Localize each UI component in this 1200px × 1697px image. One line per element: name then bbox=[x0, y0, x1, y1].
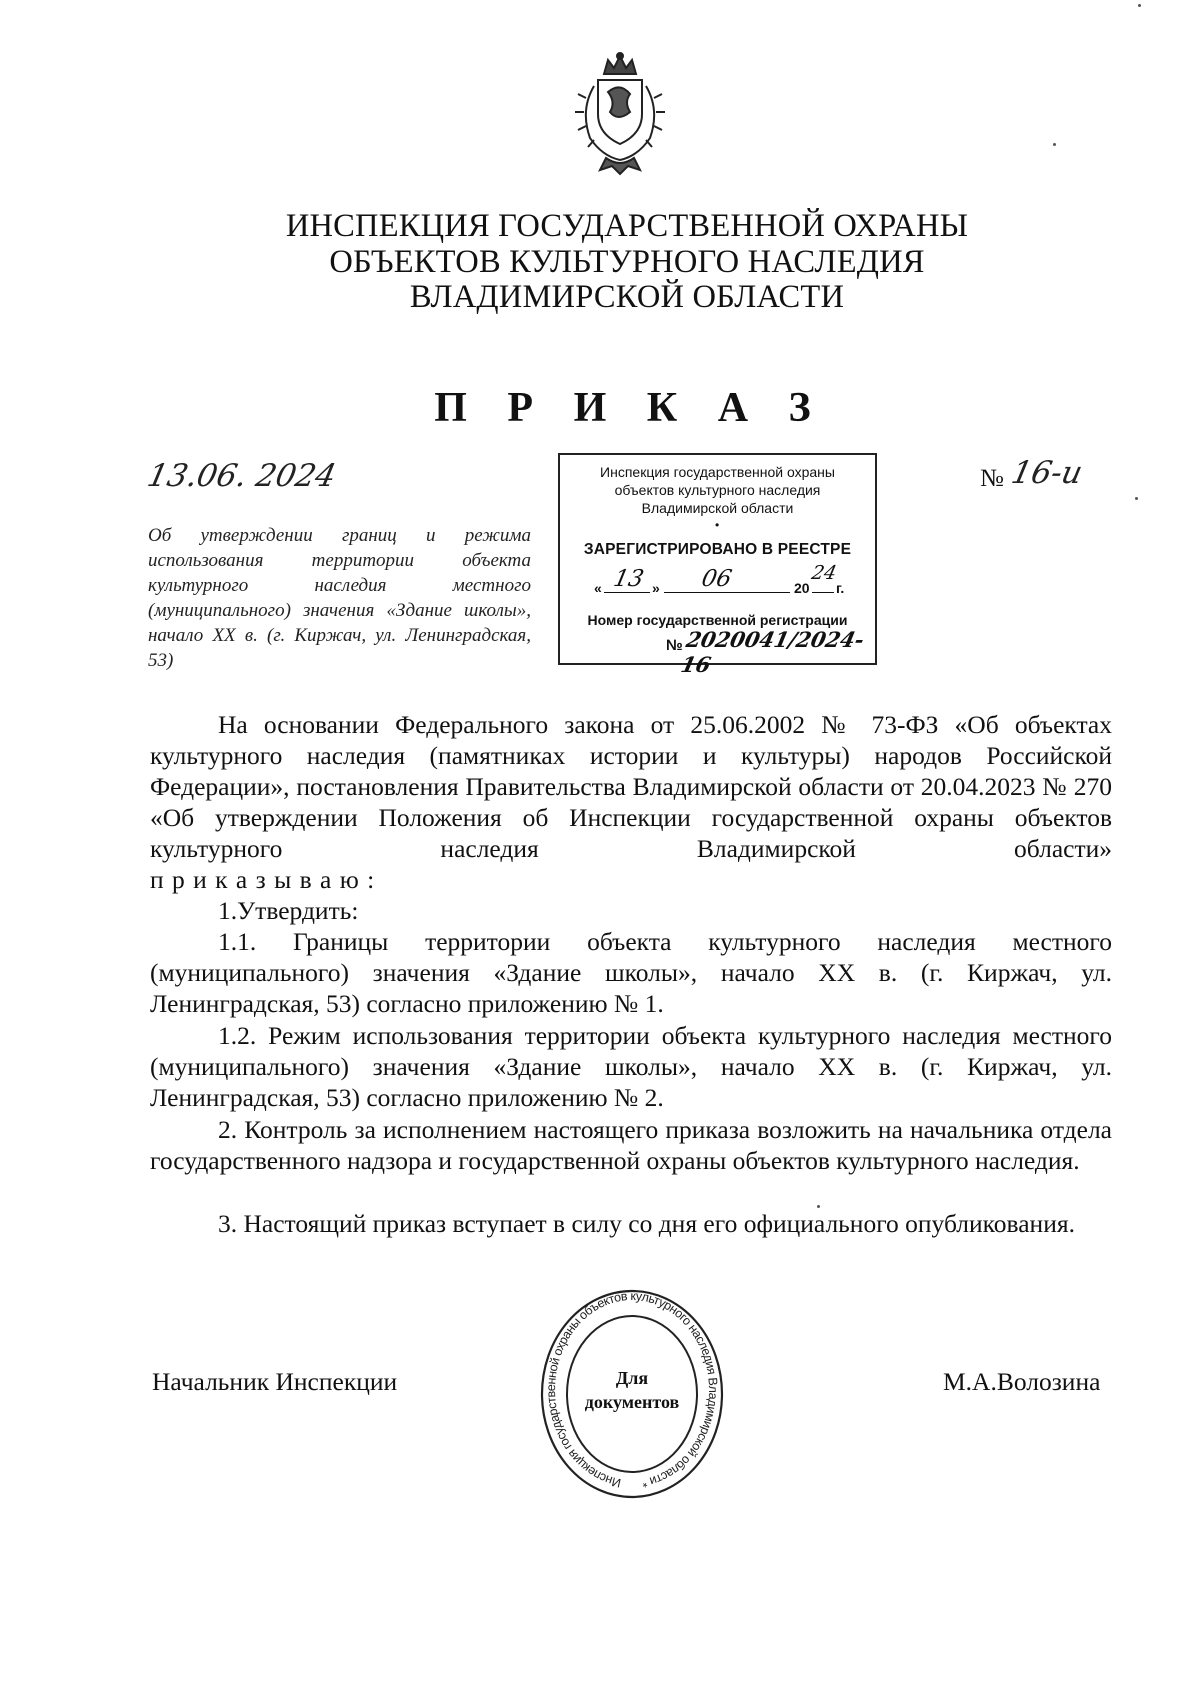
registry-stamp-date bbox=[594, 562, 864, 602]
quote-open: « bbox=[594, 580, 602, 596]
round-seal bbox=[539, 1288, 725, 1501]
quote-close: » bbox=[652, 580, 660, 596]
org-name-line-1: ИНСПЕКЦИЯ ГОСУДАРСТВЕННОЙ ОХРАНЫ bbox=[285, 208, 969, 244]
handwritten-order-number: 16-и bbox=[1008, 455, 1086, 491]
item-2: 2. Контроль за исполнением настоящего приказа возложить на начальника отдела государственного надзора и государственной охраны объектов культурного наследия. bbox=[150, 1115, 1112, 1175]
registry-number-label: Номер государственной регистрации bbox=[587, 612, 848, 628]
registry-stamp-org-line-3: Владимирской области bbox=[641, 500, 794, 516]
item-1-2: 1.2. Режим использования территории объекта культурного наследия местного (муниципального) значения «Здание школы», начало XX в. (г. Киржач, ул. Ленинградская, 53) согласно приложению № 2. bbox=[150, 1021, 1112, 1112]
preamble-paragraph: На основании Федерального закона от 25.06.2002 № 73-ФЗ «Об объектах культурного наследия (памятниках истории и культуры) народов Российской Федерации», постановления Правительства Владимирской области от 20.04.2023 № 270 «Об утверждении Положения об Инспекции государственной охраны объектов культурного наследия Владимирской области» bbox=[150, 710, 1112, 863]
org-name-line-2: ОБЪЕКТОВ КУЛЬТУРНОГО НАСЛЕДИЯ bbox=[329, 244, 925, 280]
item-1: 1.Утвердить: bbox=[218, 896, 359, 925]
registry-number-prefix: № bbox=[666, 637, 683, 654]
registry-stamp bbox=[558, 453, 877, 677]
registry-number: 2020041/2024-16 bbox=[678, 627, 867, 677]
registry-day: 13 bbox=[611, 566, 647, 592]
registry-year-suffix: 24 bbox=[809, 562, 839, 584]
signatory-title: Начальник Инспекции bbox=[152, 1367, 398, 1396]
scan-speck bbox=[1138, 4, 1141, 7]
scan-speck bbox=[1053, 143, 1056, 146]
stamp-dot: • bbox=[715, 518, 720, 532]
item-1-1: 1.1. Границы территории объекта культурного наследия местного (муниципального) значения «Здание школы», начало XX в. (г. Киржач, ул. Ленинградская, 53) согласно приложению № 1. bbox=[150, 927, 1112, 1018]
registry-stamp-org-line-2: объектов культурного наследия bbox=[614, 482, 821, 498]
signatory-name: М.А.Волозина bbox=[943, 1367, 1101, 1396]
registry-stamp-registered: ЗАРЕГИСТРИРОВАНО В РЕЕСТРЕ bbox=[583, 541, 852, 558]
registry-number-row bbox=[666, 627, 867, 677]
coat-of-arms-icon bbox=[568, 52, 672, 176]
scan-speck bbox=[817, 1205, 820, 1208]
order-word: п р и к а з ы в а ю : bbox=[150, 865, 376, 894]
scan-speck bbox=[1135, 497, 1138, 500]
item-3: 3. Настоящий приказ вступает в силу со дня его официального опубликования. bbox=[218, 1209, 1075, 1238]
year-underline bbox=[812, 572, 834, 593]
org-name-line-3: ВЛАДИМИРСКОЙ ОБЛАСТИ bbox=[409, 279, 845, 315]
registry-stamp-org bbox=[560, 463, 875, 517]
order-number-label: № bbox=[980, 465, 1004, 492]
seal-center-line-2: документов bbox=[584, 1392, 680, 1412]
seal-center-text bbox=[539, 1366, 725, 1414]
document-title: П Р И К А З bbox=[434, 385, 826, 431]
order-subject: Об утверждении границ и режима использования территории объекта культурного наследия местного (муниципального) значения «Здание школы», начало XX в. (г. Киржач, ул. Ленинградская, 53) bbox=[148, 525, 531, 671]
year-unit: г. bbox=[836, 580, 845, 596]
seal-ring-text: Инспекция государственной охраны объектов культурного наследия Владимирской области * bbox=[544, 1288, 721, 1491]
seal-center-line-1: Для bbox=[615, 1368, 649, 1388]
registry-stamp-org-line-1: Инспекция государственной охраны bbox=[600, 464, 835, 480]
registry-month: 06 bbox=[699, 566, 735, 592]
year-prefix: 20 bbox=[794, 580, 810, 596]
handwritten-date: 13.06. 2024 bbox=[144, 458, 340, 494]
